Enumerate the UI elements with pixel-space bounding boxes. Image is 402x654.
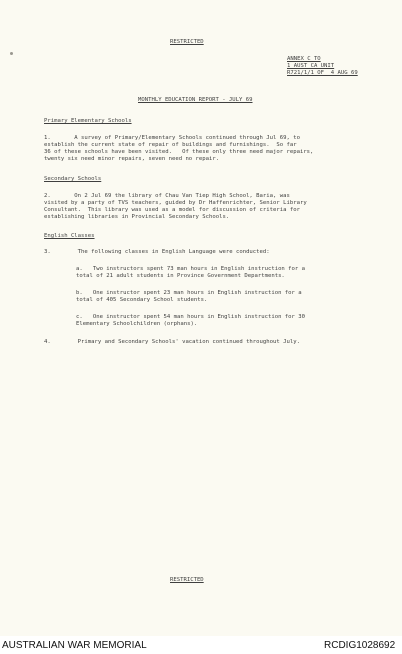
item-c-line: c. One instructor spent 54 man hours in English instruction for 30 — [76, 314, 306, 320]
item-a-line: a. Two instructors spent 73 man hours in English instruction for a — [76, 266, 306, 272]
item-a-line: total of 21 adult students in Province Government Departments. — [76, 273, 285, 279]
para2-line: Consultant. This library was used as a model for discussion of criteria for — [44, 207, 300, 213]
punch-hole — [10, 52, 13, 55]
para1-line: twenty six need minor repairs, seven need no repair. — [44, 156, 220, 162]
footer-record-id: RCDIG1028692 — [324, 640, 396, 651]
para3-intro: 3. The following classes in English Language were conducted: — [44, 249, 270, 255]
reference-line-1: ANNEX C TO — [287, 56, 321, 62]
item-b-line: total of 405 Secondary School students. — [76, 297, 208, 303]
reference-line-3: R721/1/1 OF 4 AUG 69 — [287, 70, 358, 76]
archive-footer — [0, 636, 402, 654]
para1-line: 1. A survey of Primary/Elementary Schools continued through Jul 69, to — [44, 135, 300, 141]
item-c-line: Elementary Schoolchildren (orphans). — [76, 321, 198, 327]
para2-line: visited by a party of TVS teachers, guided by Dr Haffenrichter, Senior Library — [44, 200, 307, 206]
report-title: MONTHLY EDUCATION REPORT - JULY 69 — [138, 97, 253, 103]
primary-heading: Primary Elementary Schools — [44, 118, 132, 124]
para1-line: establish the current state of repair of buildings and furnishings. So far — [44, 142, 297, 148]
para1-line: 36 of these schools have been visited. Of these only three need major repairs, — [44, 149, 314, 155]
classification-bottom: RESTRICTED — [170, 577, 204, 583]
secondary-heading: Secondary Schools — [44, 176, 102, 182]
para4: 4. Primary and Secondary Schools' vacation continued throughout July. — [44, 339, 300, 345]
classification-top: RESTRICTED — [170, 39, 204, 45]
reference-line-2: 1 AUST CA UNIT — [287, 63, 335, 69]
para2-line: 2. On 2 Jul 69 the library of Chau Van Tiep High School, Baria, was — [44, 193, 290, 199]
item-b-line: b. One instructor spent 23 man hours in English instruction for a — [76, 290, 302, 296]
english-heading: English Classes — [44, 233, 95, 239]
para2-line: establishing libraries in Provincial Secondary Schools. — [44, 214, 230, 220]
footer-institution: AUSTRALIAN WAR MEMORIAL — [2, 640, 147, 651]
